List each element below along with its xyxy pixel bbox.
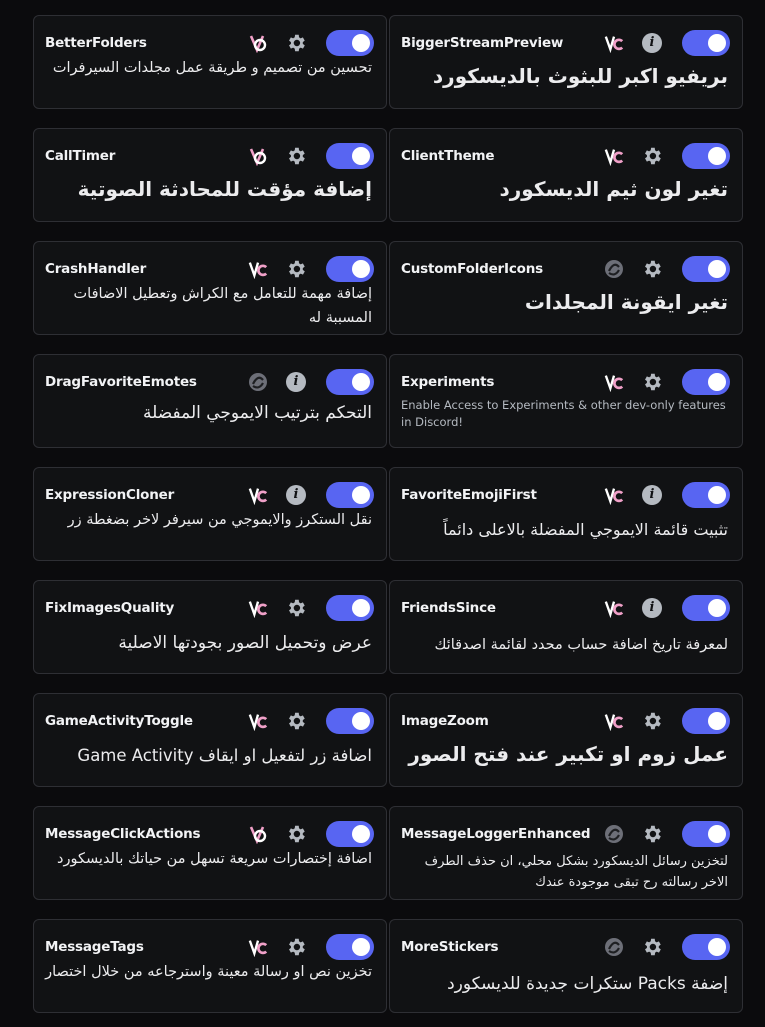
plugin-enable-toggle[interactable] [682, 369, 730, 395]
plugin-description: لمعرفة تاريخ اضافة حساب محدد لقائمة اصدقائك [434, 637, 728, 653]
plugin-description: نقل الستكرز والايموجي من سيرفر لاخر بضغطة زر [67, 512, 372, 528]
plugin-name: Experiments [401, 374, 495, 390]
plugin-name: CallTimer [45, 148, 116, 164]
plugin-enable-toggle[interactable] [326, 821, 374, 847]
gear-icon[interactable] [641, 936, 663, 958]
plugin-name: DragFavoriteEmotes [45, 374, 197, 390]
plugin-enable-toggle[interactable] [326, 143, 374, 169]
gear-icon[interactable] [285, 258, 307, 280]
vc-logo-icon [248, 711, 268, 731]
plugin-card-gameactivitytoggle [33, 693, 387, 787]
plugin-enable-toggle[interactable] [682, 143, 730, 169]
plugin-name: BetterFolders [45, 35, 147, 51]
plugin-description: تغير ايقونة المجلدات [524, 290, 728, 314]
info-icon[interactable]: i [641, 597, 663, 619]
plugin-description: إضافة مهمة للتعامل مع الكراش وتعطيل الاضافات المسببة له [73, 286, 372, 326]
plugin-enable-toggle[interactable] [326, 595, 374, 621]
vc-logo-icon [248, 937, 268, 957]
info-icon[interactable]: i [285, 484, 307, 506]
vc-logo-icon [248, 259, 268, 279]
plugin-card-morestickers [389, 919, 743, 1013]
plugin-enable-toggle[interactable] [326, 934, 374, 960]
plugin-name: MessageTags [45, 939, 144, 955]
vencord-heart-icon [248, 33, 268, 53]
plugin-card-messagetags [33, 919, 387, 1013]
plugin-enable-toggle[interactable] [682, 934, 730, 960]
plugin-card-fiximagesquality [33, 580, 387, 674]
vc-logo-icon [604, 33, 624, 53]
plugin-name: FriendsSince [401, 600, 496, 616]
gear-icon[interactable] [641, 145, 663, 167]
vc-logo-icon [248, 598, 268, 618]
plugin-name: ClientTheme [401, 148, 495, 164]
plugin-description: تثبيت قائمة الايموجي المفضلة بالاعلى دائماً [443, 520, 728, 539]
plugin-card-customfoldericons [389, 241, 743, 335]
plugin-description: تخزين نص او رسالة معينة واسترجاعه من خلال اختصار [45, 964, 372, 980]
plugin-enable-toggle[interactable] [326, 30, 374, 56]
vc-logo-icon [604, 485, 624, 505]
plugin-name: GameActivityToggle [45, 713, 193, 729]
plugin-card-biggerstreampreview [389, 15, 743, 109]
gear-icon[interactable] [285, 936, 307, 958]
vc-logo-icon [604, 372, 624, 392]
plugin-card-imagezoom [389, 693, 743, 787]
plugin-name: BiggerStreamPreview [401, 35, 564, 51]
plugin-name: FixImagesQuality [45, 600, 175, 616]
plugin-description: اضافة إختصارات سريعة تسهل من حياتك بالديسكورد [57, 851, 372, 867]
vc-logo-icon [604, 598, 624, 618]
gear-icon[interactable] [641, 710, 663, 732]
plugin-name: CustomFolderIcons [401, 261, 543, 277]
plugin-name: MessageClickActions [45, 826, 201, 842]
vencord-heart-icon [248, 146, 268, 166]
plugin-description: تغير لون ثيم الديسكورد [499, 177, 728, 201]
info-icon[interactable]: i [285, 371, 307, 393]
vencord-heart-icon [248, 824, 268, 844]
gear-icon[interactable] [285, 823, 307, 845]
info-icon[interactable]: i [641, 484, 663, 506]
equicord-icon [604, 824, 624, 844]
plugin-name: ImageZoom [401, 713, 489, 729]
plugin-name: MoreStickers [401, 939, 499, 955]
plugin-card-favoriteemojifirst [389, 467, 743, 561]
vc-logo-icon [604, 146, 624, 166]
plugin-card-messageclickactions [33, 806, 387, 900]
plugin-enable-toggle[interactable] [682, 30, 730, 56]
plugin-card-clienttheme [389, 128, 743, 222]
plugin-card-friendssince [389, 580, 743, 674]
plugin-enable-toggle[interactable] [326, 369, 374, 395]
plugin-enable-toggle[interactable] [326, 708, 374, 734]
gear-icon[interactable] [641, 823, 663, 845]
plugin-card-messageloggerenhanced [389, 806, 743, 900]
plugin-description: اضافة زر لتفعيل او ايقاف Game Activity [77, 746, 372, 765]
plugin-description: بريفيو اكبر للبثوث بالديسكورد [432, 64, 728, 88]
plugin-card-experiments [389, 354, 743, 448]
plugin-card-calltimer [33, 128, 387, 222]
gear-icon[interactable] [641, 258, 663, 280]
plugin-name: MessageLoggerEnhanced [401, 826, 591, 842]
plugin-description: عمل زوم او تكبير عند فتح الصور [408, 742, 728, 766]
gear-icon[interactable] [641, 371, 663, 393]
gear-icon[interactable] [285, 710, 307, 732]
plugin-enable-toggle[interactable] [682, 595, 730, 621]
plugin-card-expressioncloner [33, 467, 387, 561]
plugin-enable-toggle[interactable] [682, 482, 730, 508]
plugin-enable-toggle[interactable] [682, 708, 730, 734]
equicord-icon [604, 937, 624, 957]
gear-icon[interactable] [285, 145, 307, 167]
plugin-description: عرض وتحميل الصور بجودتها الاصلية [118, 633, 372, 653]
plugin-name: ExpressionCloner [45, 487, 175, 503]
plugin-enable-toggle[interactable] [326, 482, 374, 508]
plugin-description: لتخزين رسائل الديسكورد بشكل محلي، ان حذف الطرف الاخر رسالته رح تبقى موجودة عندك [424, 854, 728, 890]
plugin-card-crashhandler [33, 241, 387, 335]
plugin-name: CrashHandler [45, 261, 147, 277]
plugin-enable-toggle[interactable] [682, 256, 730, 282]
plugin-description: إضفة Packs ستكرات جديدة للديسكورد [447, 974, 728, 994]
plugin-enable-toggle[interactable] [326, 256, 374, 282]
plugin-enable-toggle[interactable] [682, 821, 730, 847]
plugin-card-dragfavoriteemotes [33, 354, 387, 448]
plugin-description: تحسين من تصميم و طريقة عمل مجلدات السيرفرات [52, 60, 372, 76]
plugin-description: التحكم بترتيب الايموجي المفضلة [143, 403, 372, 423]
equicord-icon [248, 372, 268, 392]
gear-icon[interactable] [285, 32, 307, 54]
plugin-name: FavoriteEmojiFirst [401, 487, 537, 503]
plugin-description: إضافة مؤقت للمحادثة الصوتية [77, 177, 372, 201]
vc-logo-icon [248, 485, 268, 505]
plugin-description: Enable Access to Experiments & other dev-only features in Discord! [401, 398, 726, 429]
gear-icon[interactable] [285, 597, 307, 619]
vc-logo-icon [604, 711, 624, 731]
info-icon[interactable]: i [641, 32, 663, 54]
plugin-card-betterfolders [33, 15, 387, 109]
equicord-icon [604, 259, 624, 279]
